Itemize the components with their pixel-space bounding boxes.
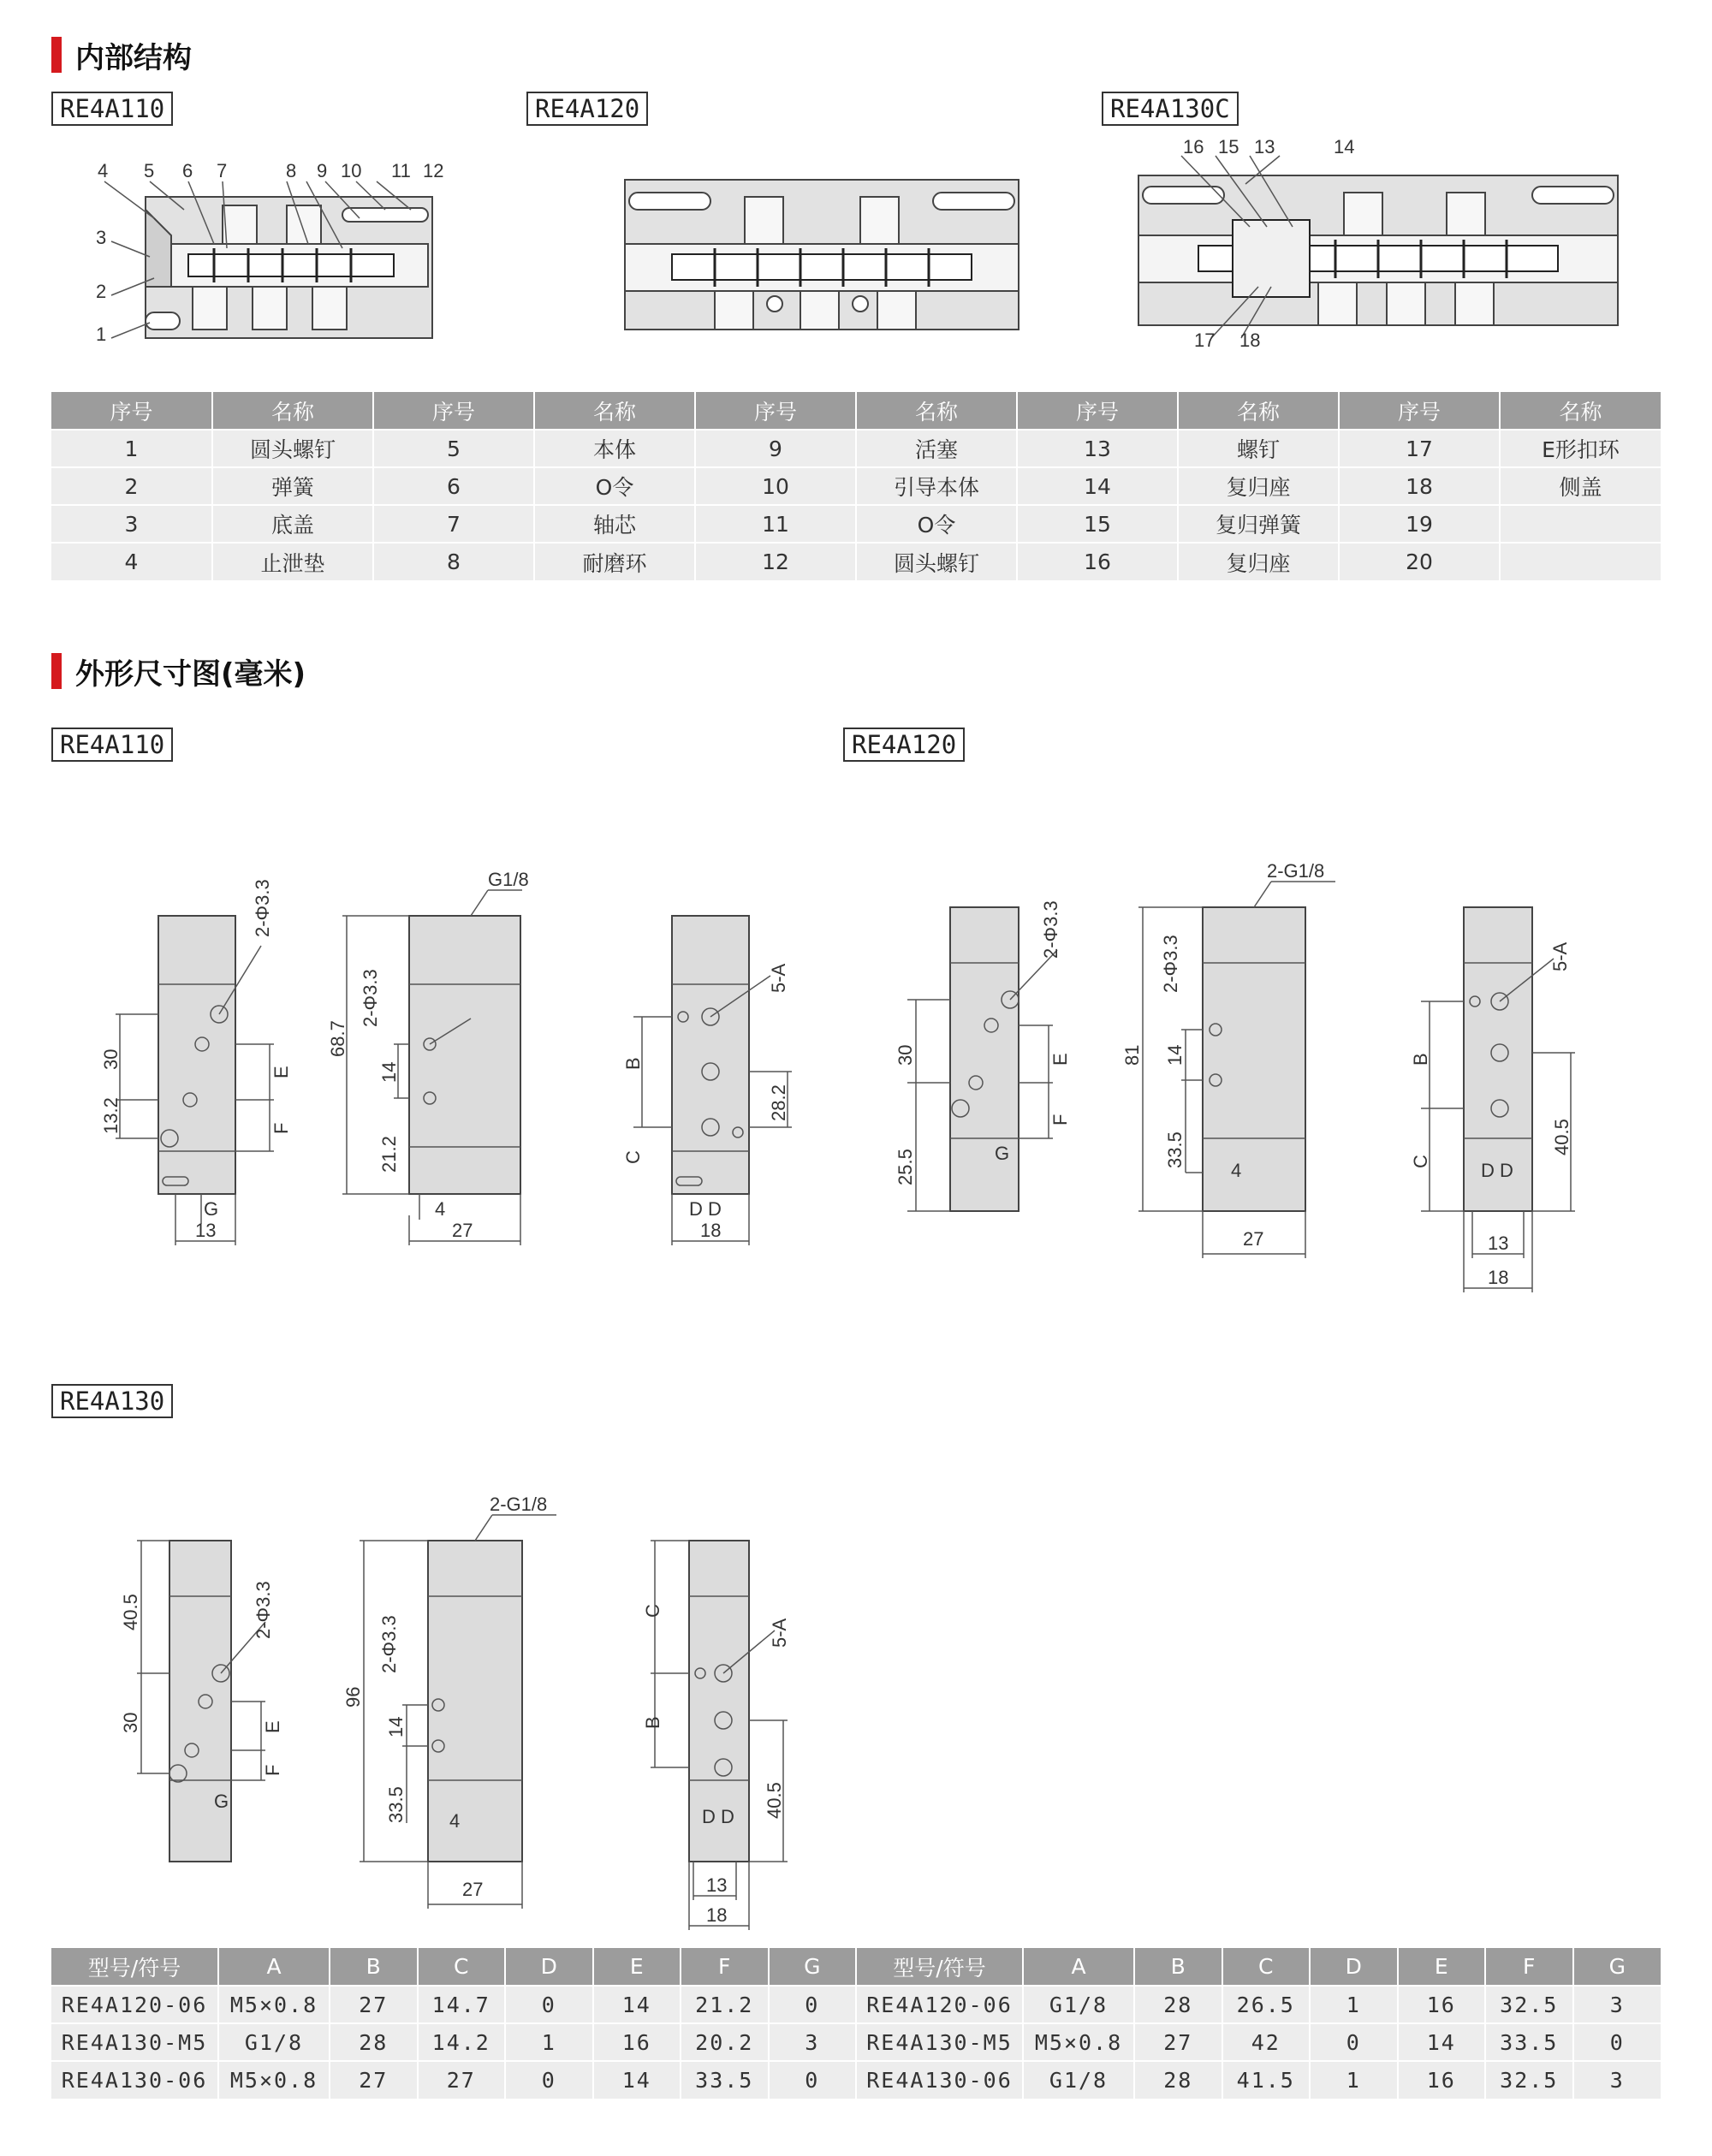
model-label-re4a130c: RE4A130C xyxy=(1102,92,1239,126)
label-13: 13 xyxy=(1488,1232,1509,1254)
table-cell xyxy=(1500,505,1661,543)
callout-13: 13 xyxy=(1254,136,1275,157)
label-40-5: 40.5 xyxy=(1551,1119,1572,1155)
table-cell: 4 xyxy=(51,543,212,580)
table-cell: 复归座 xyxy=(1178,543,1339,580)
re4a110-section-drawing xyxy=(86,158,445,355)
table-cell: 耐磨环 xyxy=(534,543,695,580)
table-row xyxy=(51,543,1661,580)
table-cell: 19 xyxy=(1339,505,1500,543)
table-cell xyxy=(1500,543,1661,580)
table-cell: 轴芯 xyxy=(534,505,695,543)
table-cell: 0 xyxy=(769,2061,857,2099)
label-21-2: 21.2 xyxy=(378,1136,400,1173)
table-cell: 复归座 xyxy=(1178,467,1339,505)
parts-table-header xyxy=(51,392,1661,430)
table-cell: 0 xyxy=(1573,2023,1661,2061)
label-13: 13 xyxy=(706,1874,728,1896)
model-label-re4a110: RE4A110 xyxy=(51,92,173,126)
table-cell: RE4A120-06 xyxy=(51,1986,218,2023)
table-row xyxy=(51,505,1661,543)
label-g: G xyxy=(995,1143,1010,1164)
table-cell: 14.7 xyxy=(418,1986,506,2023)
table-cell: 27 xyxy=(418,2061,506,2099)
label-port: 2-G1/8 xyxy=(1267,860,1325,882)
label-dd: D D xyxy=(702,1806,734,1827)
label-e: E xyxy=(270,1066,292,1078)
table-row xyxy=(51,2061,1661,2099)
table-cell: 16 xyxy=(593,2023,681,2061)
table-cell: 3 xyxy=(1573,1986,1661,2023)
label-25-5: 25.5 xyxy=(895,1149,916,1185)
table-cell: 14 xyxy=(1017,467,1178,505)
accent-bar xyxy=(51,37,62,73)
label-phi: 2-Φ3.3 xyxy=(253,1581,274,1639)
table-cell: 1 xyxy=(51,430,212,467)
col-header: 序号 xyxy=(51,392,212,430)
table-cell: 3 xyxy=(1573,2061,1661,2099)
table-cell: 圆头螺钉 xyxy=(856,543,1017,580)
table-cell: 14.2 xyxy=(418,2023,506,2061)
table-cell: 1 xyxy=(1310,1986,1398,2023)
table-cell: M5×0.8 xyxy=(1023,2023,1134,2061)
table-cell: 9 xyxy=(695,430,856,467)
label-4: 4 xyxy=(1231,1160,1242,1181)
re4a130c-section-drawing xyxy=(1130,133,1626,355)
table-cell: 底盖 xyxy=(212,505,373,543)
callout-11: 11 xyxy=(391,160,411,181)
table-cell: 3 xyxy=(51,505,212,543)
label-dd: D D xyxy=(689,1198,722,1220)
table-cell: 20 xyxy=(1339,543,1500,580)
label-14: 14 xyxy=(378,1061,400,1083)
table-cell: 螺钉 xyxy=(1178,430,1339,467)
table-cell: RE4A130-06 xyxy=(856,2061,1023,2099)
label-4: 4 xyxy=(435,1198,446,1220)
label-27: 27 xyxy=(462,1879,484,1900)
label-g: G xyxy=(214,1791,229,1812)
callout-3: 3 xyxy=(96,227,107,248)
label-27: 27 xyxy=(1243,1228,1264,1250)
col-header: C xyxy=(1222,1948,1311,1986)
table-cell: 16 xyxy=(1398,2061,1486,2099)
table-cell: G1/8 xyxy=(218,2023,330,2061)
table-cell: 17 xyxy=(1339,430,1500,467)
table-cell: 2 xyxy=(51,467,212,505)
re4a110-dimension-drawing xyxy=(94,864,805,1258)
col-header: B xyxy=(1134,1948,1222,1986)
re4a130-dimension-drawing xyxy=(103,1489,822,1934)
callout-9: 9 xyxy=(317,160,328,181)
label-33-5: 33.5 xyxy=(1164,1131,1186,1168)
table-cell: 14 xyxy=(593,2061,681,2099)
callout-6: 6 xyxy=(182,160,193,181)
table-cell: 1 xyxy=(505,2023,593,2061)
parts-table xyxy=(51,392,1661,580)
table-cell: 21.2 xyxy=(681,1986,769,2023)
label-27: 27 xyxy=(452,1220,473,1241)
dim-model-label-re4a130: RE4A130 xyxy=(51,1384,173,1418)
callout-2: 2 xyxy=(96,281,107,302)
col-header: 名称 xyxy=(1500,392,1661,430)
col-header: D xyxy=(505,1948,593,1986)
table-cell: G1/8 xyxy=(1023,1986,1134,2023)
table-row xyxy=(51,1986,1661,2023)
table-cell: 活塞 xyxy=(856,430,1017,467)
col-header: 名称 xyxy=(534,392,695,430)
label-c: C xyxy=(1410,1155,1431,1168)
label-68-7: 68.7 xyxy=(327,1020,348,1057)
col-header: G xyxy=(1573,1948,1661,1986)
col-header: 名称 xyxy=(856,392,1017,430)
col-header: A xyxy=(1023,1948,1134,1986)
label-33-5: 33.5 xyxy=(385,1786,407,1823)
table-cell: 13 xyxy=(1017,430,1178,467)
accent-bar xyxy=(51,653,62,689)
label-4: 4 xyxy=(449,1810,461,1832)
table-cell: 16 xyxy=(1398,1986,1486,2023)
col-header: A xyxy=(218,1948,330,1986)
table-cell: 引导本体 xyxy=(856,467,1017,505)
table-cell: 圆头螺钉 xyxy=(212,430,373,467)
table-cell: 15 xyxy=(1017,505,1178,543)
label-30: 30 xyxy=(120,1712,141,1733)
table-cell: RE4A130-06 xyxy=(51,2061,218,2099)
table-cell: 0 xyxy=(505,1986,593,2023)
table-row xyxy=(51,430,1661,467)
label-e: E xyxy=(1049,1053,1071,1066)
table-cell: 5 xyxy=(373,430,534,467)
table-cell: 复归弹簧 xyxy=(1178,505,1339,543)
callout-15: 15 xyxy=(1218,136,1239,157)
re4a120-section-drawing xyxy=(621,175,1023,334)
label-b: B xyxy=(622,1057,644,1070)
table-cell: 14 xyxy=(593,1986,681,2023)
dim-model-label-re4a110: RE4A110 xyxy=(51,728,173,762)
label-30: 30 xyxy=(895,1044,916,1066)
callout-1: 1 xyxy=(96,324,107,345)
table-cell: 27 xyxy=(1134,2023,1222,2061)
label-f: F xyxy=(1049,1114,1071,1126)
table-cell: 33.5 xyxy=(681,2061,769,2099)
table-cell: O令 xyxy=(534,467,695,505)
table-row xyxy=(51,2023,1661,2061)
table-cell: 10 xyxy=(695,467,856,505)
table-cell: 20.2 xyxy=(681,2023,769,2061)
label-phi-side: 2-Φ3.3 xyxy=(378,1615,400,1673)
re4a120-dimension-drawing xyxy=(890,856,1618,1301)
table-cell: 12 xyxy=(695,543,856,580)
col-header: C xyxy=(418,1948,506,1986)
col-header: 名称 xyxy=(1178,392,1339,430)
label-81: 81 xyxy=(1121,1044,1143,1066)
label-18: 18 xyxy=(706,1904,728,1926)
label-g: G xyxy=(204,1198,219,1220)
table-cell: 14 xyxy=(1398,2023,1486,2061)
model-label-re4a120: RE4A120 xyxy=(526,92,648,126)
label-5a: 5-A xyxy=(768,963,789,993)
table-cell: 本体 xyxy=(534,430,695,467)
label-port: 2-G1/8 xyxy=(490,1494,548,1515)
table-cell: E形扣环 xyxy=(1500,430,1661,467)
table-cell: 33.5 xyxy=(1485,2023,1573,2061)
label-b: B xyxy=(642,1716,663,1729)
label-phi: 2-Φ3.3 xyxy=(1040,900,1061,959)
table-cell: RE4A120-06 xyxy=(856,1986,1023,2023)
label-18: 18 xyxy=(700,1220,722,1241)
callout-4: 4 xyxy=(98,160,109,181)
col-header: E xyxy=(1398,1948,1486,1986)
table-cell: 32.5 xyxy=(1485,1986,1573,2023)
table-cell: 26.5 xyxy=(1222,1986,1311,2023)
label-14: 14 xyxy=(1164,1044,1186,1066)
col-header: E xyxy=(593,1948,681,1986)
label-13: 13 xyxy=(195,1220,217,1241)
table-cell: RE4A130-M5 xyxy=(51,2023,218,2061)
table-cell: 11 xyxy=(695,505,856,543)
section-title-dimensions: 外形尺寸图(毫米) xyxy=(51,652,306,690)
label-96: 96 xyxy=(342,1686,364,1708)
callout-5: 5 xyxy=(144,160,155,181)
label-5a: 5-A xyxy=(769,1618,790,1648)
table-cell: 27 xyxy=(330,1986,418,2023)
table-cell: 7 xyxy=(373,505,534,543)
table-cell: RE4A130-M5 xyxy=(856,2023,1023,2061)
table-row xyxy=(51,467,1661,505)
table-cell: G1/8 xyxy=(1023,2061,1134,2099)
label-13-2: 13.2 xyxy=(100,1097,122,1134)
table-cell: O令 xyxy=(856,505,1017,543)
callout-14: 14 xyxy=(1334,136,1355,157)
col-header: G xyxy=(769,1948,857,1986)
label-14: 14 xyxy=(385,1716,407,1737)
callout-7: 7 xyxy=(217,160,228,181)
section-title-internal: 内部结构 xyxy=(51,36,192,74)
dimension-table-header xyxy=(51,1948,1661,1986)
label-28-2: 28.2 xyxy=(768,1084,789,1121)
table-cell: 8 xyxy=(373,543,534,580)
label-40-5: 40.5 xyxy=(120,1594,141,1630)
col-header: D xyxy=(1310,1948,1398,1986)
label-phi-side: 2-Φ3.3 xyxy=(1160,935,1181,993)
callout-17: 17 xyxy=(1194,330,1216,351)
col-header: B xyxy=(330,1948,418,1986)
callout-18: 18 xyxy=(1239,330,1261,351)
table-cell: 3 xyxy=(769,2023,857,2061)
table-cell: 1 xyxy=(1310,2061,1398,2099)
table-cell: M5×0.8 xyxy=(218,2061,330,2099)
table-cell: 18 xyxy=(1339,467,1500,505)
dim-model-label-re4a120: RE4A120 xyxy=(843,728,965,762)
table-cell: 28 xyxy=(1134,2061,1222,2099)
col-header: 序号 xyxy=(695,392,856,430)
label-e: E xyxy=(262,1720,283,1733)
label-phi: 2-Φ3.3 xyxy=(252,879,273,937)
label-30: 30 xyxy=(100,1048,122,1070)
table-cell: 16 xyxy=(1017,543,1178,580)
label-40-5-b: 40.5 xyxy=(764,1782,785,1819)
col-header: 型号/符号 xyxy=(51,1948,218,1986)
col-header: 型号/符号 xyxy=(856,1948,1023,1986)
table-cell: 6 xyxy=(373,467,534,505)
table-cell: 0 xyxy=(1310,2023,1398,2061)
label-5a: 5-A xyxy=(1549,941,1571,971)
col-header: F xyxy=(1485,1948,1573,1986)
table-cell: 28 xyxy=(330,2023,418,2061)
col-header: 序号 xyxy=(1339,392,1500,430)
table-cell: 0 xyxy=(505,2061,593,2099)
table-cell: 弹簧 xyxy=(212,467,373,505)
callout-10: 10 xyxy=(341,160,362,181)
dimension-table xyxy=(51,1948,1661,2099)
col-header: 名称 xyxy=(212,392,373,430)
table-cell: 28 xyxy=(1134,1986,1222,2023)
label-18: 18 xyxy=(1488,1267,1509,1288)
callout-8: 8 xyxy=(286,160,297,181)
label-c: C xyxy=(642,1604,663,1618)
label-port: G1/8 xyxy=(488,869,529,890)
table-cell: 侧盖 xyxy=(1500,467,1661,505)
col-header: 序号 xyxy=(1017,392,1178,430)
label-f: F xyxy=(262,1764,283,1776)
table-cell: M5×0.8 xyxy=(218,1986,330,2023)
table-cell: 27 xyxy=(330,2061,418,2099)
label-phi-side: 2-Φ3.3 xyxy=(360,969,381,1027)
callout-12: 12 xyxy=(423,160,444,181)
callout-16: 16 xyxy=(1183,136,1204,157)
label-c: C xyxy=(622,1150,644,1164)
label-f: F xyxy=(270,1122,292,1134)
label-b: B xyxy=(1410,1053,1431,1066)
col-header: 序号 xyxy=(373,392,534,430)
table-cell: 0 xyxy=(769,1986,857,2023)
table-cell: 41.5 xyxy=(1222,2061,1311,2099)
label-dd: D D xyxy=(1481,1160,1513,1181)
table-cell: 32.5 xyxy=(1485,2061,1573,2099)
col-header: F xyxy=(681,1948,769,1986)
table-cell: 42 xyxy=(1222,2023,1311,2061)
table-cell: 止泄垫 xyxy=(212,543,373,580)
